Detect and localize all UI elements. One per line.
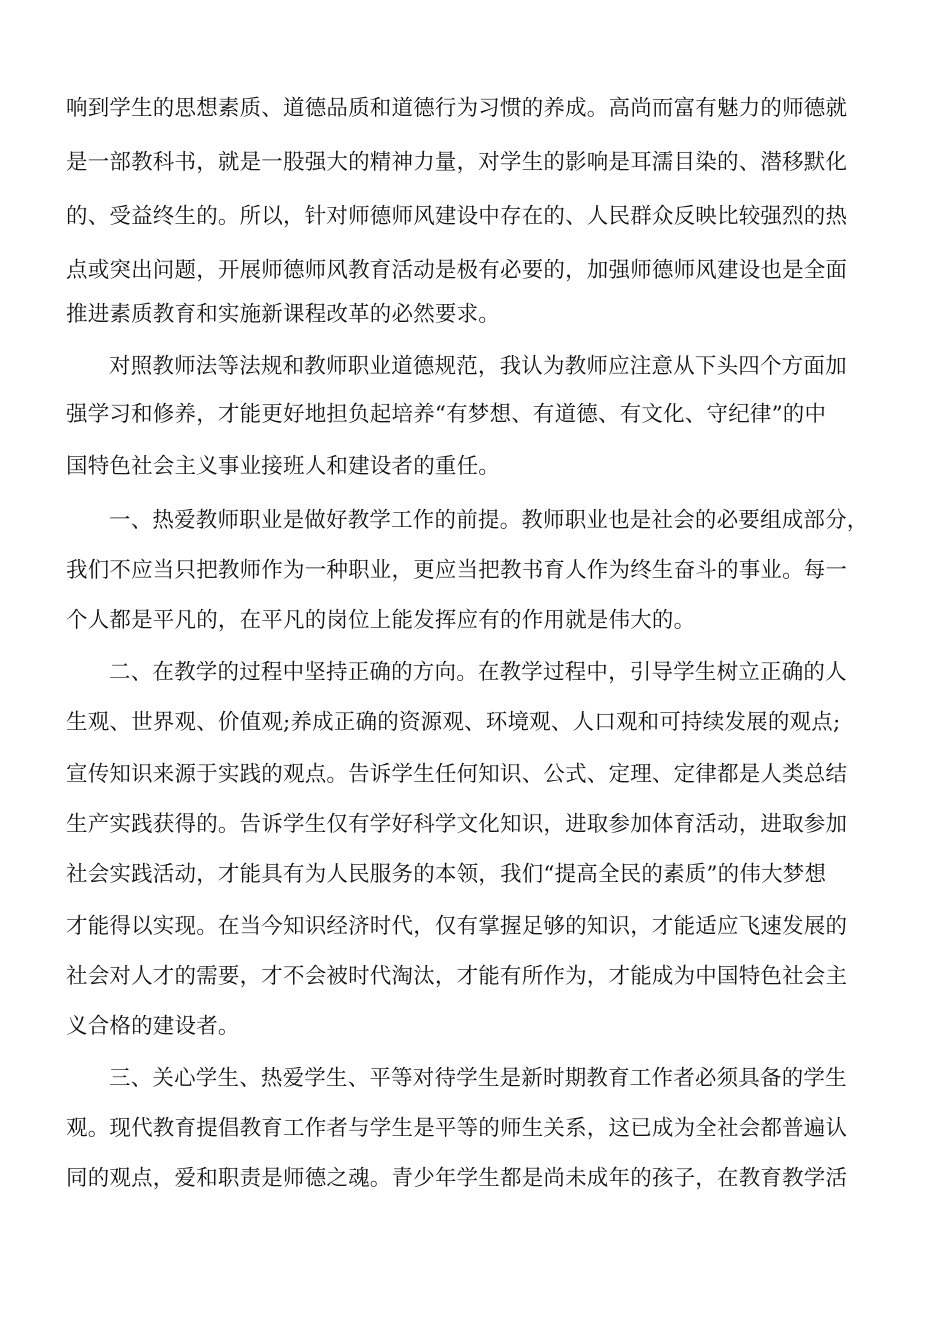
text-line: 义合格的建设者。 [66, 1014, 240, 1039]
text-line: 对照教师法等法规和教师职业道德规范，我认为教师应注意从下头四个方面加 [109, 354, 847, 379]
text-line: 点或突出问题，开展师德师风教育活动是极有必要的，加强师德师风建设也是全面 [66, 258, 848, 283]
text-line: 响到学生的思想素质、道德品质和道德行为习惯的养成。高尚而富有魅力的师德就 [66, 96, 848, 121]
text-line: 个人都是平凡的，在平凡的岗位上能发挥应有的作用就是伟大的。 [66, 608, 696, 633]
text-line: 的、受益终生的。所以，针对师德师风建设中存在的、人民群众反映比较强烈的热 [66, 204, 848, 229]
text-line: 观。现代教育提倡教育工作者与学生是平等的师生关系，这已成为全社会都普遍认 [66, 1116, 848, 1141]
text-line: 是一部教科书，就是一股强大的精神力量，对学生的影响是耳濡目染的、潜移默化 [66, 150, 848, 175]
text-line: 生产实践获得的。告诉学生仅有学好科学文化知识，进取参加体育活动，进取参加 [66, 812, 848, 837]
text-line: 国特色社会主义事业接班人和建设者的重任。 [66, 454, 501, 479]
text-line: 宣传知识来源于实践的观点。告诉学生任何知识、公式、定理、定律都是人类总结 [66, 762, 848, 787]
text-line: 我们不应当只把教师作为一种职业，更应当把教书育人作为终生奋斗的事业。每一 [66, 558, 848, 583]
text-line: 推进素质教育和实施新课程改革的必然要求。 [66, 302, 501, 327]
text-line: 三、关心学生、热爱学生、平等对待学生是新时期教育工作者必须具备的学生 [109, 1066, 847, 1091]
text-line: 生观、世界观、价值观;养成正确的资源观、环境观、人口观和可持续发展的观点; [66, 710, 841, 735]
text-line: 二、在教学的过程中坚持正确的方向。在教学过程中，引导学生树立正确的人 [109, 660, 847, 685]
text-line: 社会对人才的需要，才不会被时代淘汰，才能有所作为，才能成为中国特色社会主 [66, 964, 848, 989]
text-line: 社会实践活动，才能具有为人民服务的本领，我们“提高全民的素质”的伟大梦想 [66, 862, 827, 887]
text-line: 强学习和修养，才能更好地担负起培养“有梦想、有道德、有文化、守纪律”的中 [66, 402, 827, 427]
text-line: 才能得以实现。在当今知识经济时代，仅有掌握足够的知识，才能适应飞速发展的 [66, 914, 848, 939]
text-line: 同的观点，爱和职责是师德之魂。青少年学生都是尚未成年的孩子，在教育教学活 [66, 1166, 848, 1191]
text-line: 一、热爱教师职业是做好教学工作的前提。教师职业也是社会的必要组成部分， [109, 508, 869, 533]
